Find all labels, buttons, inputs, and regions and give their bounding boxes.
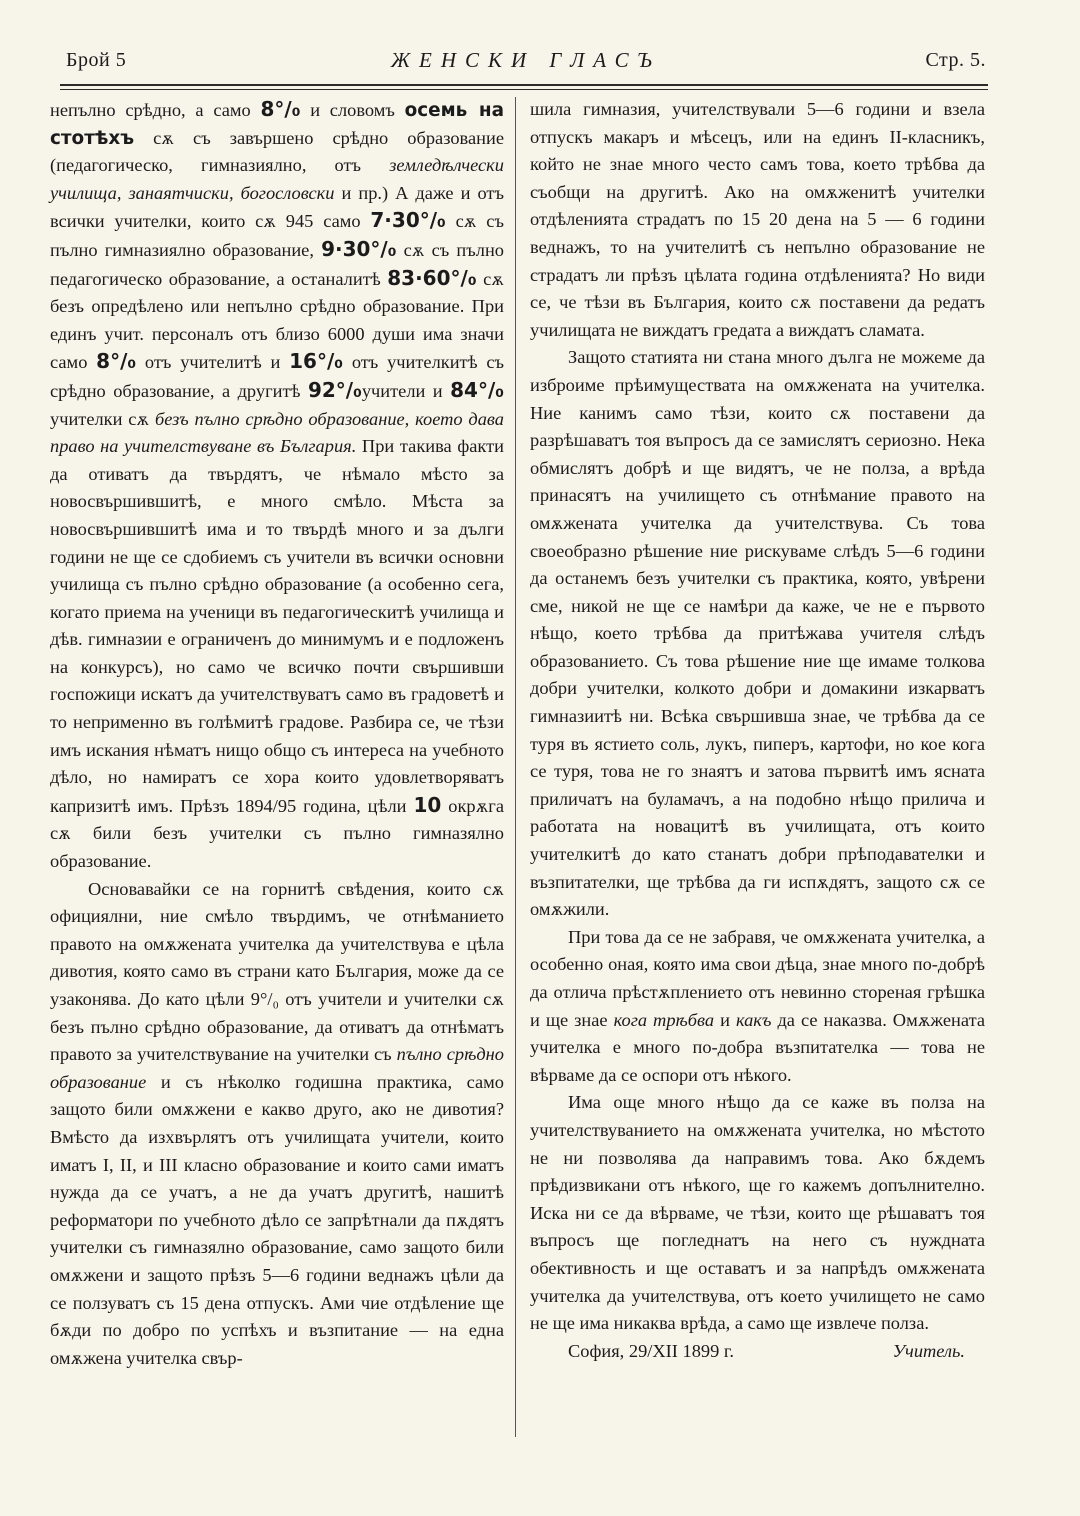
signature-author: Учитель. [892,1340,965,1361]
stat-percentage: 8°/₀ [96,349,137,374]
header-rule-thin [60,89,988,90]
emphasis-italic: какъ [735,1009,772,1030]
text-run: сѫ безъ опредѣлено или непълно срѣдно образование. При единъ учит. персоналъ отъ близо 6000 души има значи само [50,268,504,373]
stat-percentage: 8°/₀ [260,97,301,121]
text-run: Основавайки се на горнитѣ свѣдения, които сѫ официялни, ние смѣло твърдимъ, че отнѣманието правото на омѫжената учителка да учителствува е цѣла дивотия, която само въ страни като България, може да се узаконява. До като цѣли 9°/₀ отъ учители и учителки сѫ безъ пълно срѣдно образование, да отиватъ да отнѣматъ правото за учителствувание на учителки съ [50,878,504,1065]
text-run: отъ учителитѣ и [136,352,290,373]
text-run: непълно срѣдно, а само [50,100,261,120]
emphasis-italic: пълно срѣдно образование [50,1044,504,1092]
right-paragraph-1: шила гимназия, учителствували 5—6 години и взела отпускъ макаръ и мѣсецъ, или на единъ II-класникъ, който не знае много често самъ това, което трѣбва да съобщи на другитѣ. Ако на омѫженитѣ учителки отдѣленията страдатъ по 15 20 дена на 5 — 6 години веднажъ, то на учителитѣ съ непълно образование не страдатъ ли прѣзъ цѣлата година отдѣленията? Но види се, че тѣзи въ България, които сѫ поставени да редатъ училищата не виждатъ гредата а виждатъ сламата. [530,99,985,340]
text-run: отъ учителкитѣ съ срѣдно образование, а другитѣ [50,352,505,401]
stat-count: 10 [413,792,442,817]
issue-number: Брой 5 [66,48,127,71]
text-run: учители и [361,380,451,401]
stat-percentage: 84°/₀ [450,377,505,402]
right-paragraph-4: Има още много нѣщо да се каже въ полза на учителствуванието на омѫжената учителка, но мѣстото не ни позволява да направимъ това. Ако бѫдемъ прѣдизвикани отъ нѣкого, ще го кажемъ допълнително. Иска ни се да вѣрваме, че тѣзи, които ще рѣшаватъ тоя въпросъ ще погледнатъ на него съ нуждната обективность и ще оставатъ и за напрѣдъ омѫжената учителка да учителствува, отъ което училището не само не ще има никаква врѣда, а само ще извлече полза. [530,1092,985,1334]
left-column [50,96,504,1372]
text-run: При такива факти да отиватъ да твърдятъ, че нѣмало мѣсто за новосвършившитѣ, е много смѣло. Мѣста за новосвършившитѣ има и то твърдѣ много и за дълги години не ще се сдобиемъ съ учители въ всички основни училища съ пълно срѣдно образование (а особенно сега, когато приема на ученици въ педагогическитѣ училища и дѣв. гимназии е ограниченъ до минимумъ и е подложенъ на конкурсъ), но само че всичко почти свършивши госпожици искатъ да учителствуватъ само въ градоветѣ и то неприменно въ голѣмитѣ градове. Разбира се, че тѣзи имъ искания нѣматъ нищо общо съ интереса на учебното дѣло, но намиратъ се хора които удовлетворяватъ капризитѣ имъ. Прѣзъ 1894/95 година, цѣли [50,436,504,816]
emphasis-bold: осемь на стотѣхъ [50,100,504,149]
stat-percentage: 83·60°/₀ [387,265,477,290]
stat-percentage: 92°/₀ [307,377,362,402]
text-run: сѫ съ пълно гимназиялно образование, [50,211,504,260]
stat-percentage: 7·30°/₀ [370,208,446,233]
text-run: и пр.) А даже и отъ всички учителки, които сѫ 945 само [50,182,504,232]
header-rule [60,84,988,86]
text-run: учителки сѫ [50,408,155,429]
signature-place-date: София, 29/XII 1899 г. [568,1340,734,1361]
page-number: Стр. 5. [925,48,986,71]
text-run: и [714,1009,736,1030]
emphasis-italic: кога трѣбва [613,1009,715,1030]
right-column [530,96,985,1365]
emphasis-italic: земледѣлчески училища, занаятчиски, богословски [50,155,504,203]
text-run: окрѫга сѫ били безъ учителки съ пълно гимназялно образование. [50,795,504,872]
page-header [66,40,986,80]
text-run: и съ нѣколко годишна практика, само защото били омѫжени е какво друго, ако не дивотия? Вмѣсто да изхвърлятъ отъ училищата учители, които иматъ I, II, и III класно образование и които сами иматъ нужда да се учатъ, а не да учатъ другитѣ, нашитѣ реформатори по учебното дѣло се запрѣтнали да пѫдятъ учителки съ гимназялно образование, само защото били омѫжени и защото прѣзъ 5—6 години веднажъ цѣли да се ползуватъ съ 15 дена отпускъ. Ами чие отдѣление ще бѫди по добро по успѣхъ и възпитание — на една омѫжена учителка свър- [50,1071,504,1368]
article-signature [530,1338,985,1366]
text-run: и словомъ [300,100,405,120]
stat-percentage: 16°/₀ [289,349,344,374]
column-divider [515,97,516,1437]
masthead-title: ЖЕНСКИ ГЛАСЪ [390,47,661,72]
stat-percentage: 9·30°/₀ [321,236,397,261]
text-run: сѫ съ завършено срѣдно образование (педагогическо, гимназиялно, отъ [50,127,504,176]
right-paragraph-2: Защото статията ни стана много дълга не можеме да изброиме прѣимуществата на омѫжената на учителка. Ние канимъ само тѣзи, които сѫ поставени да разрѣшаватъ тоя въпросъ да се замислятъ сериозно. Нека обмислятъ добрѣ и ще видятъ, че не полза, а врѣда принасятъ на училището съ отнѣмание правото на омѫжената учителка да учителствува. Съ това своеобразно рѣшение ние рискуваме слѣдъ 5—6 години да останемъ безъ учителки съ практика, която, увѣрени сме, никой не ще се намѣри да каже, че не е първото нѣщо, което трѣбва да притѣжава учителя слѣдъ образованието. Съ това рѣшение ние ще имаме толкова добри учителки, колкото добри и домакини изкарватъ гимназиитѣ ни. Всѣка свършивша знае, че трѣбва да се туря въ ястието соль, лукъ, пиперъ, картофи, но кое кога се туря, това не го знаятъ и затова първитѣ имъ ясната приличатъ на буламачъ, а на подобно нѣщо прилича и работата на новацитѣ въ училищата, отъ които учителкитѣ до като станатъ добри прѣподавателки и възпитателки, ще трѣбва да ги испѫдятъ, защото сѫ се омѫжили. [530,347,985,920]
text-run: да се наказва. Омѫжената учителка е много по-добра възпитателка — това не вѣрваме да се оспори отъ нѣкого. [530,1009,985,1085]
right-paragraph-3 [530,924,985,1090]
left-paragraph-2 [50,876,504,1373]
emphasis-italic: безъ пълно срѣдно образование, което дава право на учителствуване въ България. [50,408,504,457]
text-run: При това да се не забравя, че омѫжената учителка, а особенно оная, която има свои дѣца, знае много по-добрѣ да отлича прѣстѫплението отъ невинно стореная грѣшка и ще знае [530,926,985,1030]
text-run: сѫ съ пълно педагогическо образование, а останалитѣ [50,239,504,289]
left-paragraph-1 [50,96,504,876]
